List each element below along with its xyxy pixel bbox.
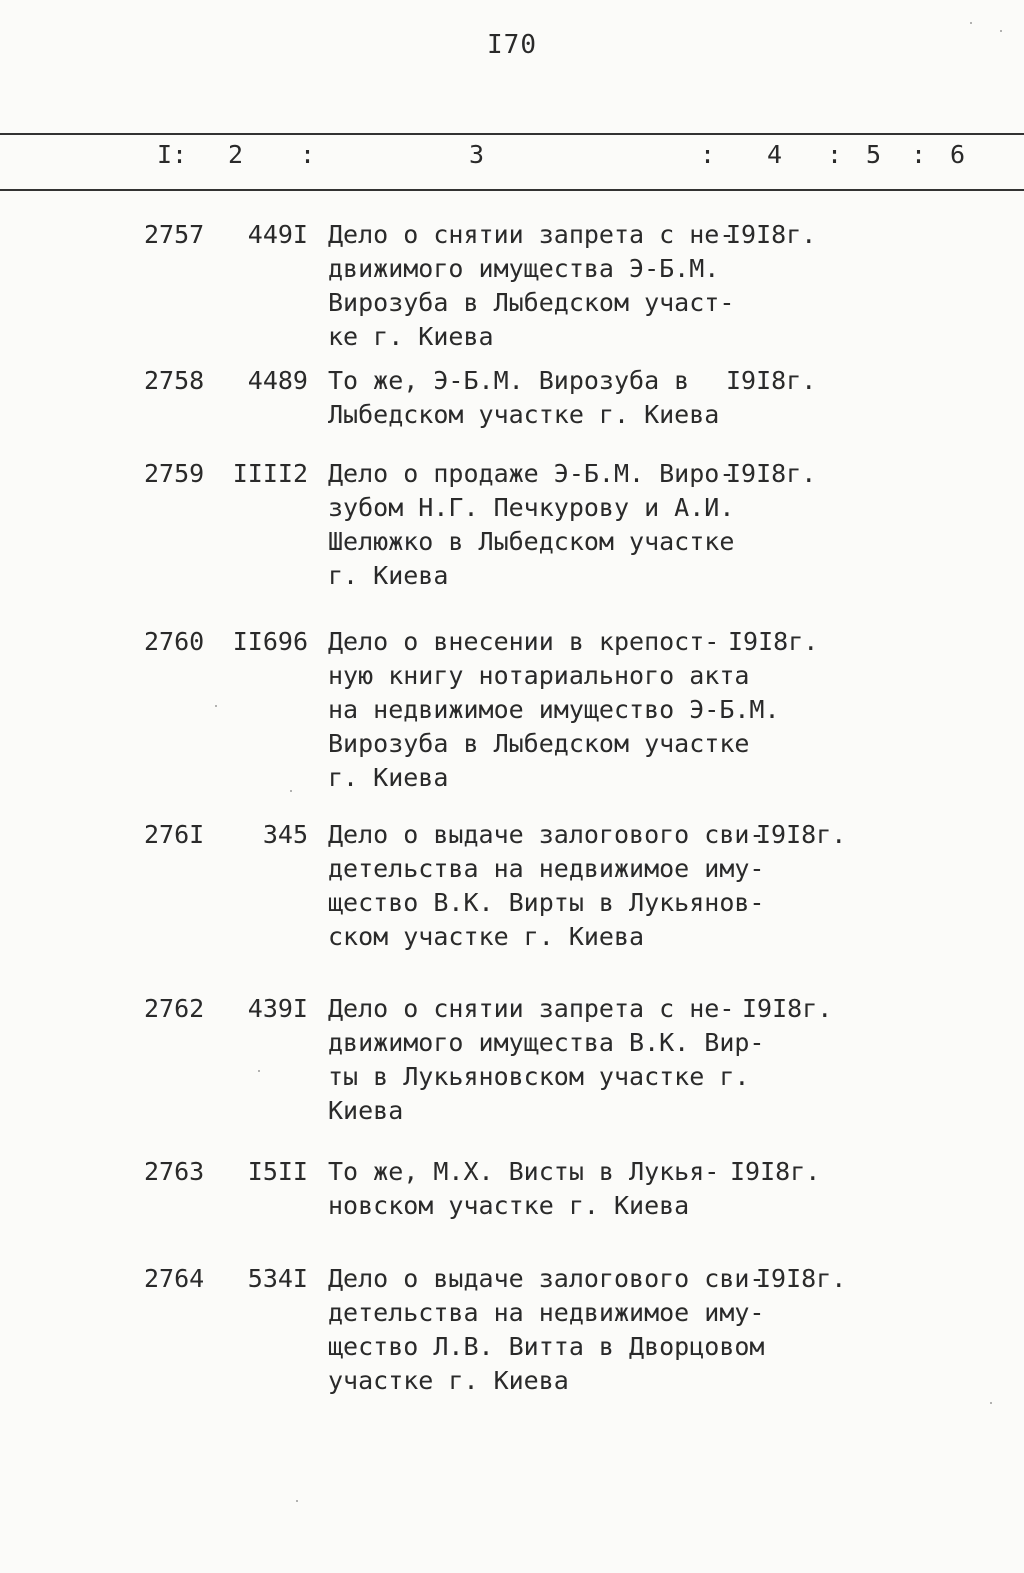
old-reference-number: I5II bbox=[247, 1157, 308, 1186]
entry-description bbox=[328, 818, 765, 954]
scan-speck bbox=[970, 22, 972, 24]
old-reference-number: 4489 bbox=[247, 366, 308, 395]
scan-speck bbox=[258, 1070, 260, 1072]
column-header-3: 3 bbox=[469, 140, 485, 169]
scan-speck bbox=[990, 1402, 992, 1404]
old-reference-number: 345 bbox=[262, 820, 308, 849]
description-line: г. Киева bbox=[328, 561, 449, 590]
entry-description bbox=[328, 457, 735, 593]
column-separator-2: : bbox=[700, 140, 716, 169]
entry-number: 2757 bbox=[144, 220, 205, 249]
scan-speck bbox=[296, 1500, 298, 1502]
column-header-5: 5 bbox=[866, 140, 882, 169]
description-line: Шелюжко в Лыбедском участке bbox=[328, 527, 735, 556]
column-separator-1: : bbox=[300, 140, 316, 169]
column-header-1: I: bbox=[157, 140, 188, 169]
description-line: ную книгу нотариального акта bbox=[328, 661, 750, 690]
description-line: движимого имущества В.К. Вир- bbox=[328, 1028, 765, 1057]
scan-speck bbox=[215, 705, 217, 707]
column-header-4: 4 bbox=[767, 140, 783, 169]
description-line: ке г. Киева bbox=[328, 322, 494, 351]
column-separator-3: : bbox=[827, 140, 843, 169]
description-line: Дело о выдаче залогового сви- bbox=[328, 1264, 765, 1293]
entry-year: I9I8г. bbox=[742, 994, 833, 1023]
description-line: движимого имущества Э-Б.М. bbox=[328, 254, 720, 283]
description-line: То же, М.Х. Висты в Лукья- bbox=[328, 1157, 720, 1186]
entry-number: 2758 bbox=[144, 366, 205, 395]
old-reference-number: 439I bbox=[247, 994, 308, 1023]
description-line: щество В.К. Вирты в Лукьянов- bbox=[328, 888, 765, 917]
column-header-row bbox=[0, 140, 1024, 174]
description-line: ском участке г. Киева bbox=[328, 922, 645, 951]
description-line: Дело о снятии запрета с не- bbox=[328, 220, 735, 249]
entry-year: I9I8г. bbox=[726, 220, 817, 249]
column-separator-4: : bbox=[911, 140, 927, 169]
entry-number: 276I bbox=[144, 820, 205, 849]
old-reference-number: IIII2 bbox=[232, 459, 308, 488]
entry-number: 2760 bbox=[144, 627, 205, 656]
entry-description bbox=[328, 992, 765, 1128]
description-line: на недвижимое имущество Э-Б.М. bbox=[328, 695, 780, 724]
description-line: щество Л.В. Витта в Дворцовом bbox=[328, 1332, 765, 1361]
page-number: I70 bbox=[487, 30, 537, 60]
description-line: участке г. Киева bbox=[328, 1366, 569, 1395]
entry-year: I9I8г. bbox=[756, 820, 847, 849]
description-line: зубом Н.Г. Печкурову и А.И. bbox=[328, 493, 735, 522]
entry-year: I9I8г. bbox=[726, 459, 817, 488]
entry-year: I9I8г. bbox=[726, 366, 817, 395]
old-reference-number: II696 bbox=[232, 627, 308, 656]
description-line: Лыбедском участке г. Киева bbox=[328, 400, 720, 429]
column-header-2: 2 bbox=[228, 140, 244, 169]
description-line: детельства на недвижимое иму- bbox=[328, 854, 765, 883]
column-header-6: 6 bbox=[950, 140, 966, 169]
entry-year: I9I8г. bbox=[756, 1264, 847, 1293]
old-reference-number: 534I bbox=[247, 1264, 308, 1293]
description-line: Дело о продаже Э-Б.М. Виро- bbox=[328, 459, 735, 488]
entry-description bbox=[328, 218, 735, 354]
scan-speck bbox=[1000, 30, 1002, 32]
description-line: детельства на недвижимое иму- bbox=[328, 1298, 765, 1327]
old-reference-number: 449I bbox=[247, 220, 308, 249]
entry-number: 2764 bbox=[144, 1264, 205, 1293]
entry-number: 2759 bbox=[144, 459, 205, 488]
scan-speck bbox=[290, 790, 292, 792]
entry-number: 2763 bbox=[144, 1157, 205, 1186]
description-line: Дело о внесении в крепост- bbox=[328, 627, 720, 656]
description-line: Дело о снятии запрета с не- bbox=[328, 994, 735, 1023]
description-line: Вирозуба в Лыбедском участке bbox=[328, 729, 750, 758]
description-line: То же, Э-Б.М. Вирозуба в bbox=[328, 366, 690, 395]
table-header-rule bbox=[0, 189, 1024, 191]
description-line: ты в Лукьяновском участке г. bbox=[328, 1062, 750, 1091]
entry-year: I9I8г. bbox=[730, 1157, 821, 1186]
description-line: Вирозуба в Лыбедском участ- bbox=[328, 288, 735, 317]
description-line: Дело о выдаче залогового сви- bbox=[328, 820, 765, 849]
entry-description bbox=[328, 1155, 728, 1223]
entry-number: 2762 bbox=[144, 994, 205, 1023]
table-top-rule bbox=[0, 133, 1024, 135]
description-line: Киева bbox=[328, 1096, 404, 1125]
description-line: новском участке г. Киева bbox=[328, 1191, 690, 1220]
entry-description bbox=[328, 364, 728, 432]
entry-description bbox=[328, 1262, 765, 1398]
description-line: г. Киева bbox=[328, 763, 449, 792]
entry-year: I9I8г. bbox=[728, 627, 819, 656]
